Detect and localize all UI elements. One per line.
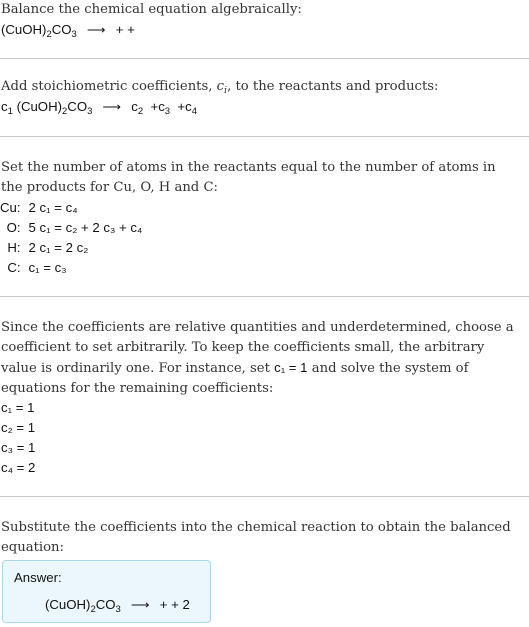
- plus-sign: +: [177, 99, 186, 114]
- coefficient-c1: $c_1$: [1, 99, 13, 117]
- reactant-formula: $(CuOH)_2CO_3$: [1, 22, 77, 40]
- solution-list: [1, 398, 521, 478]
- balance-intro: Balance the chemical equation algebraically:: [1, 2, 302, 17]
- plus-sign: +: [150, 99, 159, 114]
- coefficient-c2: $c_2$: [131, 99, 144, 117]
- unbalanced-equation: [1, 20, 521, 40]
- atom-balance-intro: Set the number of atoms in the reactants equal to the number of atoms in the products for Cu, O, H and C:: [1, 160, 496, 195]
- substitute-intro: Substitute the coefficients into the chemical reaction to obtain the balanced equation:: [1, 520, 511, 555]
- coefficients-intro: Add stoichiometric coefficients, $c_i$, to the reactants and products:: [1, 79, 439, 96]
- reaction-arrow: ⟶: [86, 22, 106, 37]
- answer-box: [2, 560, 211, 623]
- divider: [0, 136, 529, 137]
- coefficient-c4: $c_4$: [185, 99, 198, 117]
- atom-equations: [0, 198, 521, 278]
- coefficient-c3: $c_3$: [158, 99, 171, 117]
- reaction-arrow: ⟶: [102, 99, 122, 114]
- solution-c1: c₁ = 1: [1, 400, 35, 415]
- reactant-formula: $(CuOH)_2CO_3$: [45, 597, 121, 615]
- balanced-equation: [45, 595, 190, 615]
- equation-row-o: O: 5 c₁ = c₂ + 2 c₃ + c₄: [6, 220, 143, 235]
- reactant-formula: $(CuOH)_2CO_3$: [16, 99, 93, 117]
- solve-intro: Since the coefficients are relative quantities and underdetermined, choose a coefficient to set arbitrarily. To keep the coefficients small, the arbitrary value is ordinarily one. For instance, set c₁ = 1 and solve the system of equations for the remaining coefficients:: [1, 320, 514, 396]
- coefficient-equation: [1, 97, 521, 117]
- divider: [0, 496, 529, 497]
- solution-c2: c₂ = 1: [1, 420, 36, 435]
- balanced-products: + + 2: [159, 597, 190, 612]
- equation-row-h: H: 2 c₁ = 2 c₂: [7, 240, 89, 255]
- equation-row-cu: Cu: 2 c₁ = c₄: [0, 200, 78, 215]
- equation-row-c: C: c₁ = c₃: [7, 260, 67, 275]
- solution-c4: c₄ = 2: [1, 460, 36, 475]
- divider: [0, 296, 529, 297]
- divider: [0, 58, 529, 59]
- answer-label: Answer:: [14, 570, 62, 585]
- product-plus-signs: + +: [115, 22, 135, 37]
- reaction-arrow: ⟶: [130, 597, 150, 612]
- solution-c3: c₃ = 1: [1, 440, 36, 455]
